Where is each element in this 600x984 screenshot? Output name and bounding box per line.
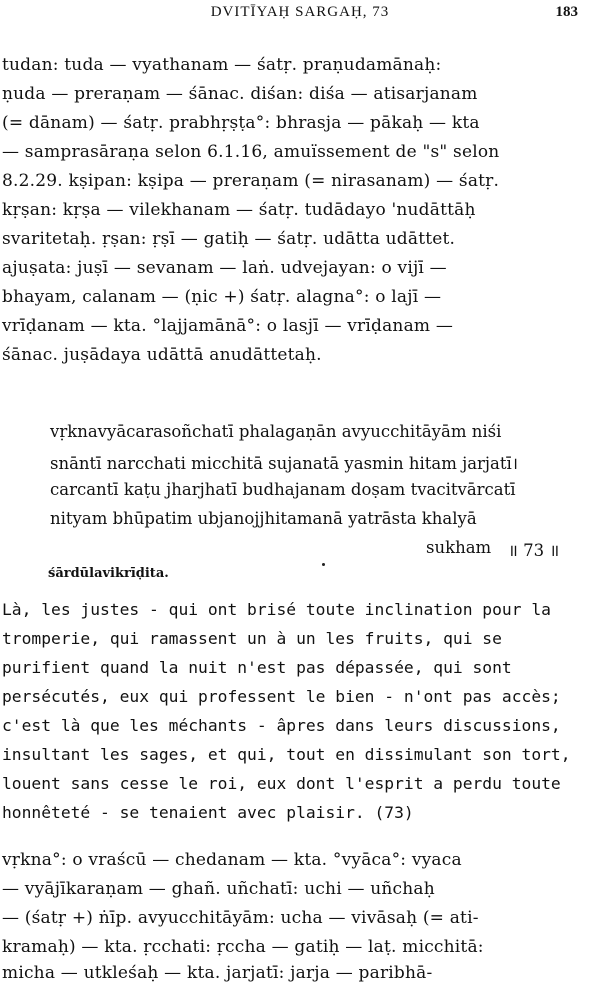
- commentary-line: micha — utkleśaḥ — kta. jarjatī: jarja — paribhā-: [2, 963, 433, 983]
- verse-line: carcantī kaṭu jharjhatī budhajanam doṣam tvacitvārcatī: [50, 480, 516, 499]
- verse-line: nityam bhūpatim ubjanojjhitamanā yatrāsta khalyā: [50, 509, 477, 528]
- verse-line: vṛknavyācarasoñchatī phalagaṇān avyucchitāyām niśi: [50, 422, 502, 441]
- verse-number: ॥ 73 ॥: [508, 541, 560, 560]
- commentary-line: (= dānam) — śatṛ. prabhṛṣṭa°: bhrasja — pākaḥ — kta: [2, 113, 480, 133]
- stray-mark: [322, 563, 325, 566]
- commentary-line: vṛkna°: o vraścū — chedanam — kta. °vyāca°: vyaca: [2, 850, 462, 870]
- verse-line: snāntī narcchati micchitā sujanatā yasmin hitam jarjatī।: [50, 454, 519, 473]
- verse-last-word: sukham: [426, 538, 492, 557]
- page-number: 183: [555, 4, 578, 20]
- commentary-line: ajuṣata: juṣī — sevanam — laṅ. udvejayan: o vijī —: [2, 258, 447, 278]
- commentary-line: bhayam, calanam — (ṇic +) śatṛ. alagna°: o lajī —: [2, 287, 442, 307]
- commentary-line: śānac. juṣādaya udāttā anudāttetaḥ.: [2, 345, 322, 365]
- commentary-line: tudan: tuda — vyathanam — śatṛ. praṇudamānaḥ:: [2, 55, 442, 75]
- commentary-line: svaritetaḥ. ṛṣan: ṛṣī — gatiḥ — śatṛ. udātta udāttet.: [2, 229, 456, 249]
- translation-line: c'est là que les méchants - âpres dans leurs discussions,: [2, 716, 561, 735]
- translation-line: purifient quand la nuit n'est pas dépassée, qui sont: [2, 658, 512, 677]
- commentary-line: vrīḍanam — kta. °lajjamānā°: o lasjī — vrīḍanam —: [2, 316, 454, 336]
- translation-line: tromperie, qui ramassent un à un les fruits, qui se: [2, 629, 502, 648]
- translation-line: Là, les justes - qui ont brisé toute inclination pour la: [2, 600, 551, 619]
- translation-line: persécutés, eux qui professent le bien - n'ont pas accès;: [2, 687, 561, 706]
- commentary-line: ṇuda — preraṇam — śānac. diśan: diśa — atisarjanam: [2, 84, 478, 104]
- commentary-line: kramaḥ) — kta. ṛcchati: ṛccha — gatiḥ — laṭ. micchitā:: [2, 937, 484, 957]
- translation-line: insultant les sages, et qui, tout en dissimulant son tort,: [2, 745, 571, 764]
- commentary-line: kṛṣan: kṛṣa — vilekhanam — śatṛ. tudādayo 'nudāttāḥ: [2, 200, 476, 220]
- running-title: DVITĪYAḤ SARGAḤ, 73: [210, 4, 390, 20]
- running-header: [0, 0, 600, 26]
- translation-line: honnêteté - se tenaient avec plaisir. (73): [2, 803, 414, 822]
- translation-line: louent sans cesse le roi, eux dont l'esprit a perdu toute: [2, 774, 561, 793]
- commentary-line: — samprasāraṇa selon 6.1.16, amuïssement de "s" selon: [2, 142, 500, 162]
- meter-label: śārdūlavikrīḍita.: [48, 566, 169, 581]
- commentary-line: — (śatṛ +) ṅīp. avyucchitāyām: ucha — vivāsaḥ (= ati-: [2, 908, 479, 928]
- commentary-line: 8.2.29. kṣipan: kṣipa — preraṇam (= nirasanam) — śatṛ.: [2, 171, 500, 191]
- commentary-line: — vyājīkaraṇam — ghañ. uñchatī: uchi — uñchaḥ: [2, 879, 435, 899]
